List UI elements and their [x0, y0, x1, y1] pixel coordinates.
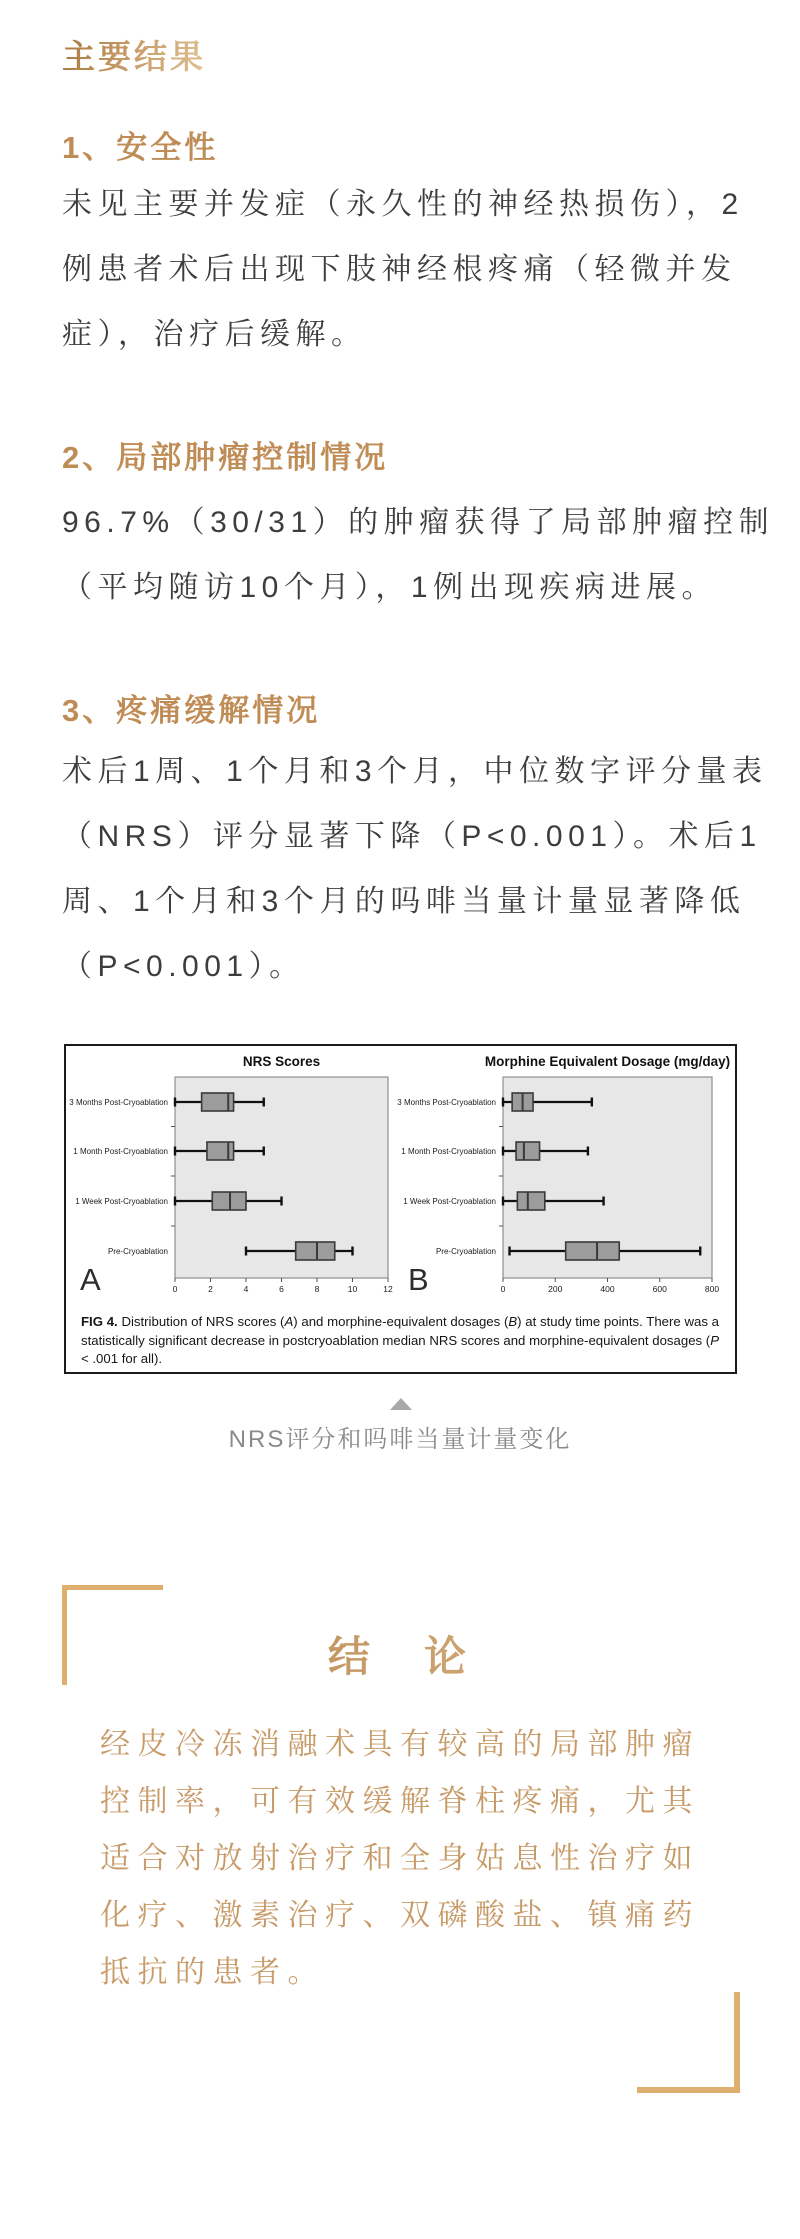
- figure-caption-segment: B: [508, 1314, 518, 1329]
- conclusion-line: 控制率，可有效缓解脊柱疼痛，尤其: [100, 1785, 700, 1818]
- figure-caption-chinese: NRS评分和吗啡当量计量变化: [228, 1426, 572, 1453]
- section-body-pain-relief: [62, 739, 768, 999]
- conclusion-title: 结 论: [0, 1634, 800, 1680]
- chart-title: NRS Scores: [242, 1054, 321, 1069]
- page-title: 主要结果: [62, 37, 206, 76]
- figure-boxplot-panel: [64, 1044, 737, 1374]
- axis-tick-label: 6: [279, 1284, 284, 1294]
- figure-caption: [81, 1313, 719, 1369]
- figure-caption-segment: FIG 4.: [81, 1314, 118, 1329]
- conclusion-line: 抵抗的患者。: [100, 1956, 325, 1989]
- axis-tick-label: 400: [600, 1284, 615, 1294]
- category-label: 3 Months Post-Cryoablation: [69, 1098, 168, 1107]
- conclusion-line: 适合对放射治疗和全身姑息性治疗如: [100, 1842, 700, 1875]
- corner-bracket-bottom-right: [637, 1992, 740, 2093]
- body-line: 例患者术后出现下肢神经根疼痛（轻微并发: [62, 253, 737, 286]
- axis-tick-label: 600: [652, 1284, 667, 1294]
- category-label: 1 Week Post-Cryoablation: [403, 1197, 496, 1206]
- section-heading-safety: 1、安全性: [62, 130, 219, 165]
- axis-tick-label: 12: [383, 1284, 393, 1294]
- panel-letter: B: [408, 1262, 429, 1297]
- body-line: 术后1周、1个月和3个月，中位数字评分量表: [62, 755, 768, 788]
- conclusion-body: [100, 1716, 740, 2001]
- axis-tick-label: 8: [314, 1284, 320, 1294]
- category-label: 1 Month Post-Cryoablation: [401, 1147, 496, 1156]
- figure-caption-segment: < .001 for all).: [81, 1351, 162, 1367]
- axis-tick-label: 0: [172, 1284, 178, 1294]
- body-line: （NRS）评分显著下降（P<0.001）。术后1: [62, 820, 762, 853]
- section-body-tumor-control: [62, 490, 775, 620]
- body-line: 未见主要并发症（永久性的神经热损伤），2: [62, 188, 744, 221]
- body-line: （P<0.001）。: [62, 950, 305, 983]
- figure-caption-segment: A: [284, 1314, 294, 1329]
- figure-caption-segment: Distribution of NRS scores (: [117, 1314, 285, 1329]
- category-label: 1 Week Post-Cryoablation: [75, 1197, 168, 1206]
- axis-tick-label: 800: [704, 1284, 720, 1294]
- conclusion-line: 化疗、激素治疗、双磷酸盐、镇痛药: [100, 1899, 700, 1932]
- category-label: 1 Month Post-Cryoablation: [73, 1147, 168, 1156]
- category-label: Pre-Cryoablation: [435, 1247, 496, 1256]
- box-iqr: [516, 1142, 540, 1160]
- category-label: 3 Months Post-Cryoablation: [397, 1098, 496, 1107]
- box-iqr: [296, 1242, 335, 1260]
- triangle-up-icon: [390, 1398, 412, 1410]
- axis-tick-label: 0: [500, 1284, 506, 1294]
- body-line: （平均随访10个月），1例出现疾病进展。: [62, 571, 718, 604]
- box-iqr: [566, 1242, 620, 1260]
- axis-tick-label: 4: [243, 1284, 249, 1294]
- body-line: 96.7%（30/31）的肿瘤获得了局部肿瘤控制: [62, 506, 775, 539]
- box-iqr: [207, 1142, 234, 1160]
- section-heading-tumor-control: 2、局部肿瘤控制情况: [62, 440, 389, 475]
- axis-tick-label: 2: [208, 1284, 213, 1294]
- body-line: 症），治疗后缓解。: [62, 318, 367, 351]
- section-heading-pain-relief: 3、疼痛缓解情况: [62, 693, 321, 728]
- body-line: 周、1个月和3个月的吗啡当量计量显著降低: [62, 885, 746, 918]
- figure-caption-segment: P: [710, 1332, 719, 1348]
- box-iqr: [517, 1192, 544, 1210]
- axis-tick-label: 200: [548, 1284, 563, 1294]
- section-body-safety: [62, 172, 762, 367]
- category-label: Pre-Cryoablation: [107, 1247, 168, 1256]
- conclusion-line: 经皮冷冻消融术具有较高的局部肿瘤: [100, 1728, 700, 1761]
- figure-caption-segment: ) at study time points. There was a statistically significant decrease in postcryoablation median NRS scores and morphine-equivalent dosages (: [81, 1314, 720, 1348]
- figure-caption-segment: ) and morphine-equivalent dosages (: [293, 1314, 509, 1329]
- axis-tick-label: 10: [347, 1284, 358, 1294]
- chart-title: Morphine Equivalent Dosage (mg/day): [484, 1054, 731, 1069]
- panel-letter: A: [80, 1262, 101, 1297]
